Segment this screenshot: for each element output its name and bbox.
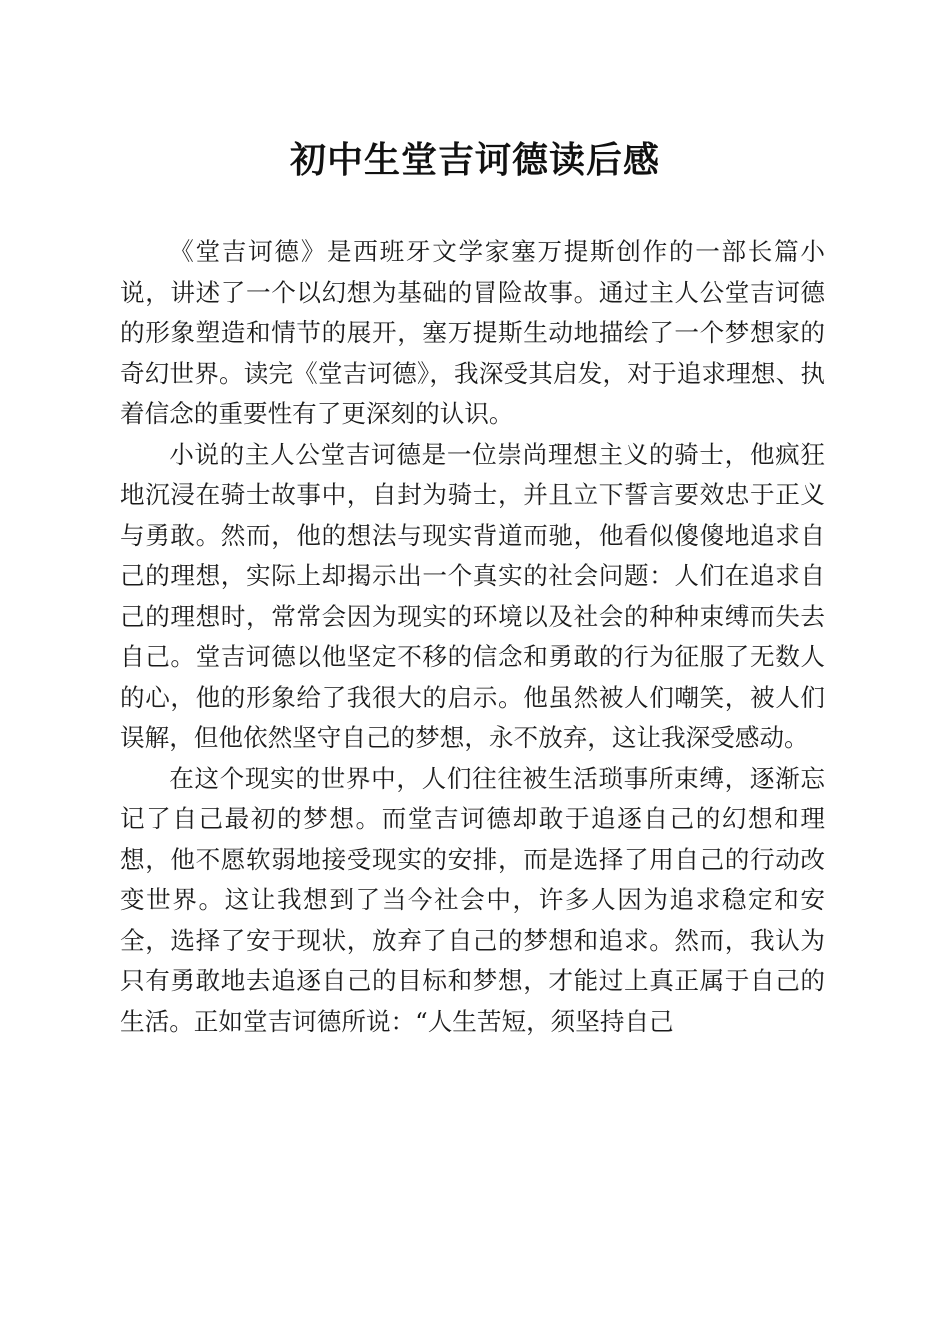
document-title: 初中生堂吉诃德读后感 [289,139,660,181]
paragraph-1: 《堂吉诃德》是西班牙文学家塞万提斯创作的一部长篇小说，讲述了一个以幻想为基础的冒险故事。通过主人公堂吉诃德的形象塑造和情节的展开，塞万提斯生动地描绘了一个梦想家的奇幻世界。读完《堂吉诃德》，我深受其启发，对于追求理想、执着信念的重要性有了更深刻的认识。 [120,237,825,428]
document-body [120,232,825,1042]
paragraph-3: 在这个现实的世界中，人们往往被生活琐事所束缚，逐渐忘记了自己最初的梦想。而堂吉诃德却敢于追逐自己的幻想和理想，他不愿软弱地接受现实的安排，而是选择了用自己的行动改变世界。这让我想到了当今社会中，许多人因为追求稳定和安全，选择了安于现状，放弃了自己的梦想和追求。然而，我认为只有勇敢地去追逐自己的目标和梦想，才能过上真正属于自己的生活。正如堂吉诃德所说：“人生苦短，须坚持自己 [120,763,825,1036]
paragraph-2: 小说的主人公堂吉诃德是一位崇尚理想主义的骑士，他疯狂地沉浸在骑士故事中，自封为骑士，并且立下誓言要效忠于正义与勇敢。然而，他的想法与现实背道而驰，他看似傻傻地追求自己的理想，实际上却揭示出一个真实的社会问题：人们在追求自己的理想时，常常会因为现实的环境以及社会的种种束缚而失去自己。堂吉诃德以他坚定不移的信念和勇敢的行为征服了无数人的心，他的形象给了我很大的启示。他虽然被人们嘲笑，被人们误解，但他依然坚守自己的梦想，永不放弃，这让我深受感动。 [120,439,825,752]
